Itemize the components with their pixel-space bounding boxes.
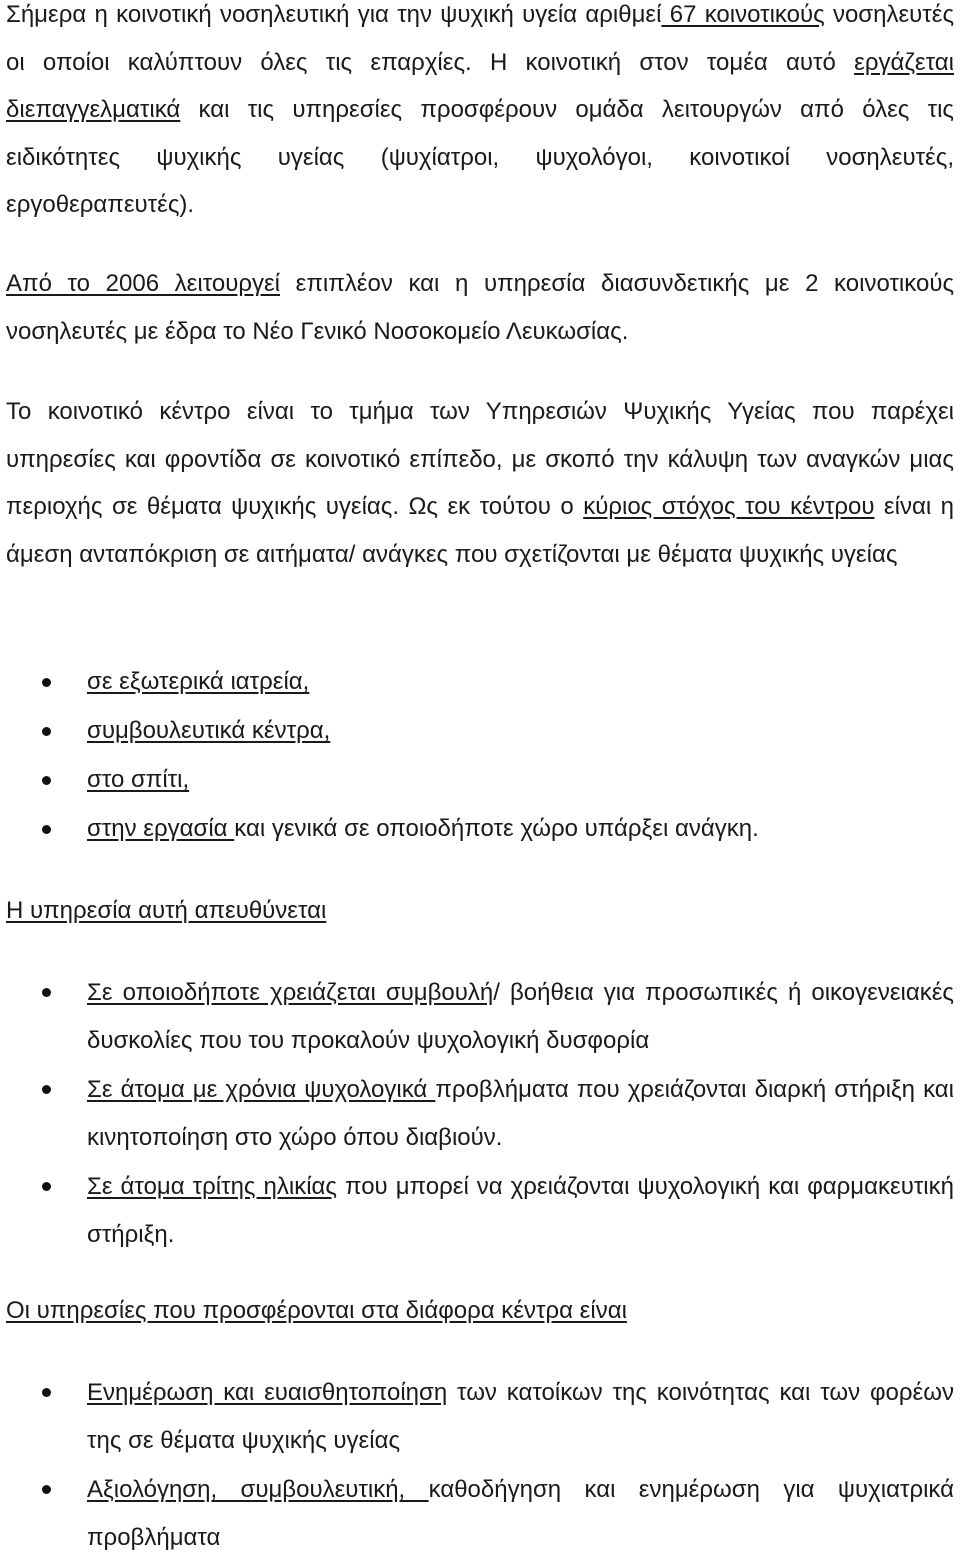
bullet-icon <box>42 1485 51 1494</box>
section-heading: Οι υπηρεσίες που προσφέρονται στα διάφορα κέντρα είναι <box>6 1297 627 1324</box>
paragraph-text <box>6 0 954 229</box>
text-run: προβλήματα <box>435 1076 569 1103</box>
section-heading-services <box>6 1296 954 1326</box>
list-item <box>6 1163 954 1258</box>
paragraph-community-center <box>6 388 954 578</box>
bullet-icon <box>42 825 51 834</box>
underlined-text: κύριος στόχος του κέντρου <box>583 493 875 520</box>
underlined-text: στην εργασία <box>87 815 235 842</box>
bullet-list <box>6 1369 954 1561</box>
text-run: / βοήθεια για προσωπικές ή οικογενειακές δυσκολίες που του προκαλούν ψυχολογική δυσφορία <box>87 979 954 1054</box>
text-run: Σήμερα η κοινοτική νοσηλευτική για την ψυχική υγεία αριθμεί <box>6 1 662 28</box>
underlined-text: συμβουλευτικά κέντρα, <box>87 717 331 744</box>
list-settings <box>6 659 954 855</box>
section-heading-audience <box>6 896 954 926</box>
underlined-text: Σε άτομα με χρόνια ψυχολογικά <box>87 1076 436 1103</box>
underlined-text: εργάζεται διεπαγγελματικά <box>6 48 954 123</box>
underlined-text: Ενημέρωση και ευαισθητοποίηση <box>87 1379 448 1406</box>
paragraph-text <box>6 260 954 355</box>
list-services <box>6 1369 954 1563</box>
paragraph-liaison-service <box>6 260 954 355</box>
bullet-list <box>6 659 954 855</box>
underlined-text: Σε οποιοδήποτε χρειάζεται συμβουλή <box>87 979 494 1006</box>
underlined-text: Από το 2006 λειτουργεί <box>6 270 281 297</box>
text-run: επιπλέον και η υπηρεσία διασυνδετικής με 2 κοινοτικούς νοσηλευτές με έδρα το Νέο Γενικό Νοσοκομείο Λευκωσίας. <box>6 270 955 345</box>
text-run: Η κοινοτική στον τομέα αυτό <box>471 48 855 76</box>
text-run: καθοδήγηση και ενημέρωση για ψυχιατρικά προβλήματα <box>87 1476 955 1551</box>
underlined-text: Αξιολόγηση, συμβουλευτική, <box>87 1476 429 1503</box>
text-run: των κατοίκων της κοινότητας και των φορέων της σε θέματα ψυχικής υγείας <box>87 1379 954 1454</box>
underlined-text: 67 κοινοτικούς <box>661 1 825 28</box>
list-item <box>6 969 954 1064</box>
paragraph-text <box>6 388 954 578</box>
text-run: που χρειάζονται διαρκή στήριξη και κινητοποίηση στο χώρο όπου διαβιούν. <box>87 1076 954 1151</box>
section-heading: Η υπηρεσία αυτή απευθύνεται <box>6 897 327 924</box>
text-run: που μπορεί να χρειάζονται ψυχολογική και φαρμακευτική στήριξη. <box>87 1173 954 1248</box>
list-item <box>6 1066 954 1161</box>
bullet-icon <box>42 727 51 736</box>
text-run: και τις υπηρεσίες προσφέρουν ομάδα λειτουργών από όλες τις ειδικότητες ψυχικής υγείας (ψυχίατροι, ψυχολόγοι, κοινοτικοί νοσηλευτές, εργοθεραπευτές). <box>6 96 954 218</box>
text-run: Το κοινοτικό κέντρο είναι το τμήμα των Υπηρεσιών Ψυχικής Υγείας που παρέχει υπηρεσίες και φροντίδα σε κοινοτικό επίπεδο, με σκοπό την κάλυψη των αναγκών μιας περιοχής σε θέματα ψυχικής υγείας. Ως εκ τούτου ο <box>6 398 954 520</box>
bullet-icon <box>42 776 51 785</box>
bullet-list <box>6 969 954 1258</box>
text-run: νοσηλευτές οι οποίοι καλύπτουν όλες τις επαρχίες. <box>6 1 955 76</box>
list-audience <box>6 969 954 1260</box>
bullet-icon <box>42 1388 51 1397</box>
paragraph-community-nursing <box>6 0 954 229</box>
underlined-text: Σε άτομα τρίτης ηλικίας <box>87 1173 337 1200</box>
list-item <box>6 1369 954 1464</box>
text-run: είναι η άμεση ανταπόκριση σε αιτήματα/ ανάγκες που σχετίζονται με θέματα ψυχικής υγείας <box>6 493 955 568</box>
list-item <box>6 659 954 708</box>
underlined-text: στο σπίτι, <box>87 766 190 793</box>
list-item <box>6 708 954 757</box>
list-item <box>6 1466 954 1561</box>
text-run: και γενικά σε οποιοδήποτε χώρο υπάρξει ανάγκη. <box>234 815 759 842</box>
list-item <box>6 757 954 806</box>
bullet-icon <box>42 1182 51 1191</box>
underlined-text: σε εξωτερικά ιατρεία, <box>87 668 310 695</box>
list-item <box>6 806 954 855</box>
bullet-icon <box>42 1085 51 1094</box>
bullet-icon <box>42 678 51 687</box>
bullet-icon <box>42 988 51 997</box>
